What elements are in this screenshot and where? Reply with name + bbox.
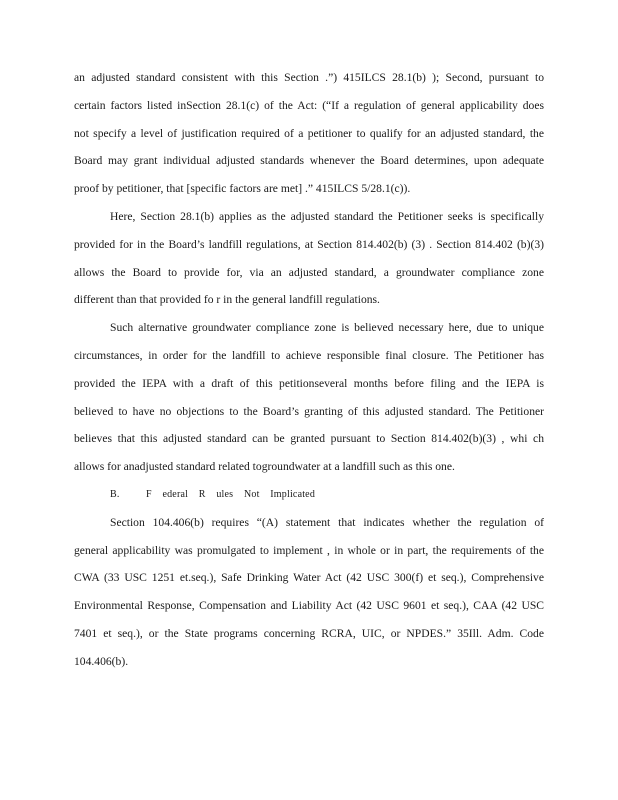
text-line: allows for anadjusted standard related togroundwater at a landfill such as this one.	[74, 460, 455, 474]
section-heading-letter: B.	[110, 488, 120, 500]
text-line: proof by petitioner, that [specific factors are met] .” 415ILCS 5/28.1(c)).	[74, 182, 411, 196]
text-line: circumstances, in order for the landfill to achieve responsible final closure. The Petitioner has	[74, 348, 544, 362]
body-paragraphs	[74, 68, 544, 485]
text-line: 7401 et seq.), or the State programs concerning RCRA, UIC, or NPDES.” 35Ill. Adm. Code	[74, 626, 544, 640]
text-line: Board may grant individual adjusted standards whenever the Board determines, upon adequate	[74, 154, 544, 168]
text-line: provided for in the Board’s landfill regulations, at Section 814.402(b) (3) . Section 814.402 (b)(3)	[74, 237, 544, 251]
document-body	[74, 68, 544, 680]
text-line: 104.406(b).	[74, 654, 129, 668]
text-line: believed to have no objections to the Board’s granting of this adjusted standard. The Petitioner	[74, 404, 544, 418]
section-heading	[74, 485, 544, 513]
text-line: not specify a level of justification required of a petitioner to qualify for an adjusted standard, the	[74, 126, 544, 140]
text-line: certain factors listed inSection 28.1(c) of the Act: (“If a regulation of general applicability does	[74, 98, 544, 112]
text-line: Such alternative groundwater compliance zone is believed necessary here, due to unique	[110, 321, 544, 335]
text-line: general applicability was promulgated to implement , in whole or in part, the requirements of the	[74, 543, 544, 557]
text-line: an adjusted standard consistent with this Section .”) 415ILCS 28.1(b) ); Second, pursuant to	[74, 71, 544, 84]
text-line: different than that provided fo r in the general landfill regulations.	[74, 293, 380, 307]
text-line: Section 104.406(b) requires “(A) statement that indicates whether the regulation of	[110, 515, 544, 529]
text-line: provided the IEPA with a draft of this petitionseveral months before filing and the IEPA is	[74, 376, 544, 390]
text-line: CWA (33 USC 1251 et.seq.), Safe Drinking Water Act (42 USC 300(f) et seq.), Comprehensive	[74, 571, 544, 585]
text-line: Here, Section 28.1(b) applies as the adjusted standard the Petitioner seeks is specifically	[110, 209, 544, 223]
section-heading-title: F ederal R ules Not Implicated	[146, 488, 316, 500]
text-line: believes that this adjusted standard can be granted pursuant to Section 814.402(b)(3) , whi ch	[74, 432, 544, 446]
text-line: Environmental Response, Compensation and Liability Act (42 USC 9601 et seq.), CAA (42 USC	[74, 599, 544, 613]
body-paragraphs-after-heading	[74, 513, 544, 680]
text-line: allows the Board to provide for, via an adjusted standard, a groundwater compliance zone	[74, 265, 544, 279]
